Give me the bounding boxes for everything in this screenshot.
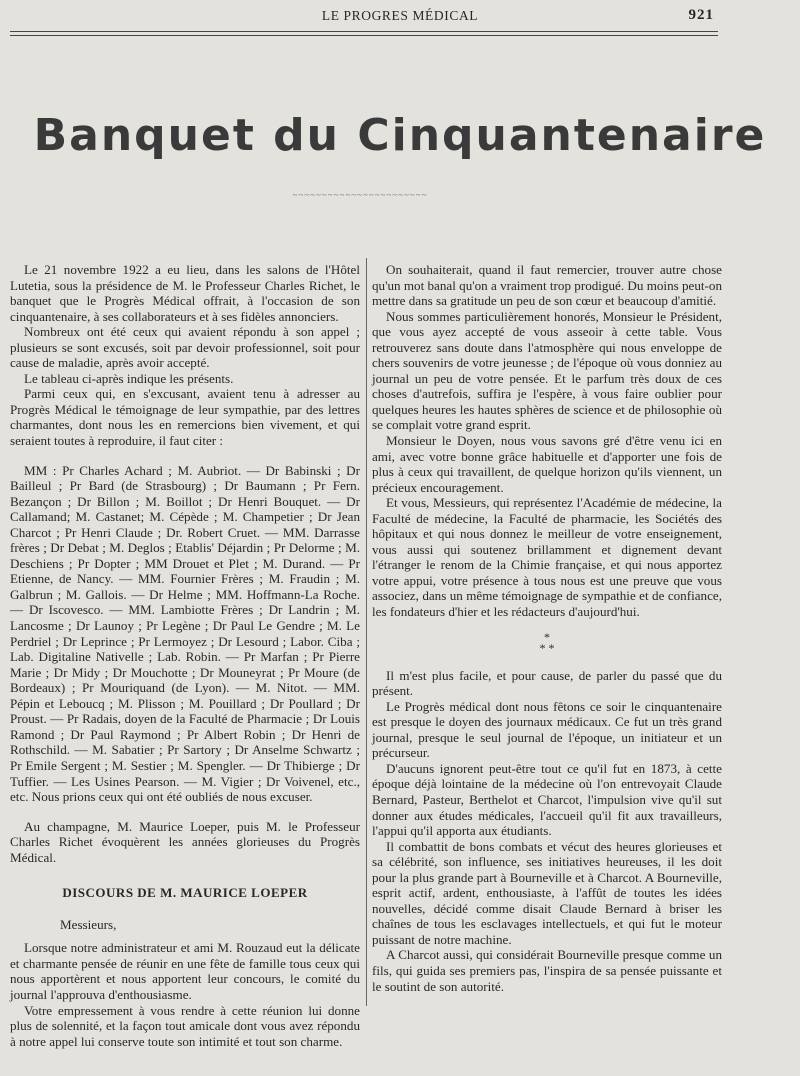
header-rule-top	[10, 31, 718, 32]
speech-heading: DISCOURS DE M. MAURICE LOEPER	[62, 885, 308, 901]
page-number: 921	[688, 7, 714, 23]
page-header	[0, 8, 800, 30]
speech-paragraph: D'aucuns ignorent peut-être tout ce qu'il fut en 1873, à cette époque déjà lointaine de la médecine où l'on entrevoyait Claude Bernard, Pasteur, Berthelot et Charcot, l'impulsion vive qu'il sut donner aux études médicales, l'accueil qu'il fit aux travailleurs, l'appui qu'il apporta aux étudiants.	[372, 760, 722, 839]
speech-paragraph: On souhaiterait, quand il faut remercier, trouver autre chose qu'un mot banal qu'on a vraiment trop prodigué. Du moins peut-on mettre dans sa gratitude un peu de son cœur et beaucoup d'amitié.	[372, 262, 722, 309]
speech-paragraph: Et vous, Messieurs, qui représentez l'Académie de médecine, la Faculté de médecine, la Faculté de pharmacie, les Sociétés des hôpitaux et qui nous donnez le meilleur de votre enseignement, vous aussi qui soutenez brillamment et dignement devant l'étranger le renom de la Chimie française, et qui nous apportez votre appui, votre présence à tous nous est une preuve que vous associez, dans un même témoignage de sympathie et de confiance, les fondateurs d'hier et les rédacteurs d'aujourd'hui.	[372, 495, 722, 620]
running-title: LE PROGRES MÉDICAL	[321, 8, 479, 23]
intro-paragraph: Parmi ceux qui, en s'excusant, avaient tenu à adresser au Progrès Médical le témoignage de leur sympathie, par des lettres charmantes, dont nous les en remercions bien vivement, et qui seraient toutes à reproduire, il faut citer :	[10, 386, 360, 449]
intro-paragraph: Le 21 novembre 1922 a eu lieu, dans les salons de l'Hôtel Lutetia, sous la présidence de M. le Professeur Charles Richet, le banquet que le Progrès Médical offrait, à l'occasion de son cinquantenaire, à ses collaborateurs et à ses fidèles annonciers.	[10, 262, 360, 324]
speech-paragraph: A Charcot aussi, qui considérait Bourneville presque comme un fils, qui guida ses premiers pas, l'inspira de sa pensée puissante et le soutint de son autorité.	[372, 947, 722, 994]
left-column	[10, 262, 360, 1049]
intro-paragraph: Nombreux ont été ceux qui avaient répondu à son appel ; plusieurs se sont excusés, soit par devoir professionnel, soit pour cause de maladie, après avoir accepté.	[10, 324, 360, 371]
speech-paragraph: Monsieur le Doyen, nous vous savons gré d'être venu ici en ami, avec votre bonne grâce habituelle et d'apporter une fois de plus à ceux qui travaillent, de quelque horizon qu'ils viennent, un précieux encouragement.	[372, 433, 722, 495]
column-divider	[366, 258, 367, 1006]
champagne-paragraph: Au champagne, M. Maurice Loeper, puis M. le Professeur Charles Richet évoquèrent les années glorieuses du Progrès Médical.	[10, 818, 360, 865]
header-rule-bottom	[10, 35, 718, 36]
asterism-top: *	[544, 629, 550, 644]
speech-paragraph: Il combattit de bons combats et vécut des heures glorieuses et sa célébrité, son influence, ses initiatives heureuses, il les doit pour la plus grande part à Bourneville et à Charcot. A Bourneville, esprit actif, ardent, enthousiaste, à l'affût de toutes les idées nouvelles, décidé comme disait Claude Bernard à briser les chaînes de tous les esclavages intellectuels, et qui fut le moteur puissant de notre machine.	[372, 838, 722, 947]
intro-paragraph: Le tableau ci-après indique les présents.	[24, 370, 234, 386]
speech-paragraph: Votre empressement à vous rendre à cette réunion lui donne plus de solennité, et la façon tout amicale dont vous avez répondu à notre appel lui conserve toute son intimité et tout son charme.	[10, 1002, 360, 1049]
attendees-list: MM : Pr Charles Achard ; M. Aubriot. — Dr Babinski ; Dr Bailleul ; Pr Bard (de Strasbourg) ; Dr Baumann ; Pr Fern. Bezançon ; Dr Billon ; M. Boillot ; Dr Henri Bouquet. — Dr Callamand; M. Castanet; M. Cépède ; M. Champetier ; Dr Jean Charcot ; Pr Henri Claude ; Dr. Robert Cruet. — MM. Darrasse frères ; Dr Debat ; M. Deglos ; Etablis' Déjardin ; Pr Delorme ; M. Deschiens ; Pr Dopter ; MM Drouet et Plet ; M. Durand. — Pr Etienne, de Nancy. — MM. Fournier Frères ; M. Fraudin ; M. Galbrun ; M. Gallois. — Dr Helme ; MM. Hoffmann-La Roche. — Dr Iscovesco. — MM. Lambiotte Frères ; Dr Landrin ; M. Lancosme ; Dr Launoy ; Pr Legène ; Dr Paul Le Gendre ; M. Le Perdriel ; Dr Leprince ; Pr Lermoyez ; Dr Lesourd ; Labor. Ciba ; Lab. Digitaline Nativelle ; Lab. Robin. — Pr Marfan ; Pr Pierre Marie ; Dr Midy ; Dr Mouchotte ; Dr Mouneyrat ; Pr Moure (de Bordeaux) ; Pr Mouriquand (de Lyon). — M. Nitot. — MM. Pépin et Leboucq ; M. Plisson ; M. Pouillard ; Dr Poullard ; Dr Proust. — Pr Radais, doyen de la Faculté de Pharmacie ; Dr Louis Ramond ; Dr Paul Raymond ; Pr Albert Robin ; Dr Henri de Rothschild. — M. Sabatier ; Pr Sartory ; Dr Anselme Schwartz ; Pr Emile Sergent ; M. Sestier ; M. Spengler. — Dr Thibierge ; Dr Tuffier. — Les Usines Pearson. — M. Vigier ; Dr Voivenel, etc., etc. Nous prions ceux qui ont été oubliés de nous excuser.	[10, 462, 360, 805]
speech-paragraph: Nous sommes particulièrement honorés, Monsieur le Président, que vous ayez accepté de vous asseoir à cette table. Vous retrouverez sans doute dans l'atmosphère qui nous enveloppe de chers souvenirs de votre jeunesse ; de l'époque où vous donniez au journal un peu de votre pensée. Et le parfum très doux de ces choses d'autrefois, suffira je l'espère, à vous faire oublier pour quelques heures les hautes sphères de science et de philosophie où se complait votre grand esprit.	[372, 308, 722, 433]
asterism-separator	[372, 629, 722, 655]
speech-paragraph: Le Progrès médical dont nous fêtons ce soir le cinquantenaire est presque le doyen des journaux médicaux. Ce fut un très grand journal, presque le seul journal de l'époque, un initiateur et un précurseur.	[372, 698, 722, 761]
speech-paragraph: Lorsque notre administrateur et ami M. Rouzaud eut la délicate et charmante pensée de réunir en une fête de famille tous ceux qui nous apportèrent et nous apportent leur concours, le comité du journal l'approuva d'enthousiasme.	[10, 940, 360, 1002]
article-title: Banquet du Cinquantenaire	[33, 110, 767, 161]
speech-salutation: Messieurs,	[60, 916, 117, 932]
right-column	[372, 262, 722, 1032]
asterism-bottom: * *	[539, 640, 555, 655]
speech-paragraph: Il m'est plus facile, et pour cause, de parler du passé que du présent.	[372, 667, 722, 699]
title-ornament: ~~~~~~~~~~~~~~~~~~~~~~~	[292, 190, 428, 200]
